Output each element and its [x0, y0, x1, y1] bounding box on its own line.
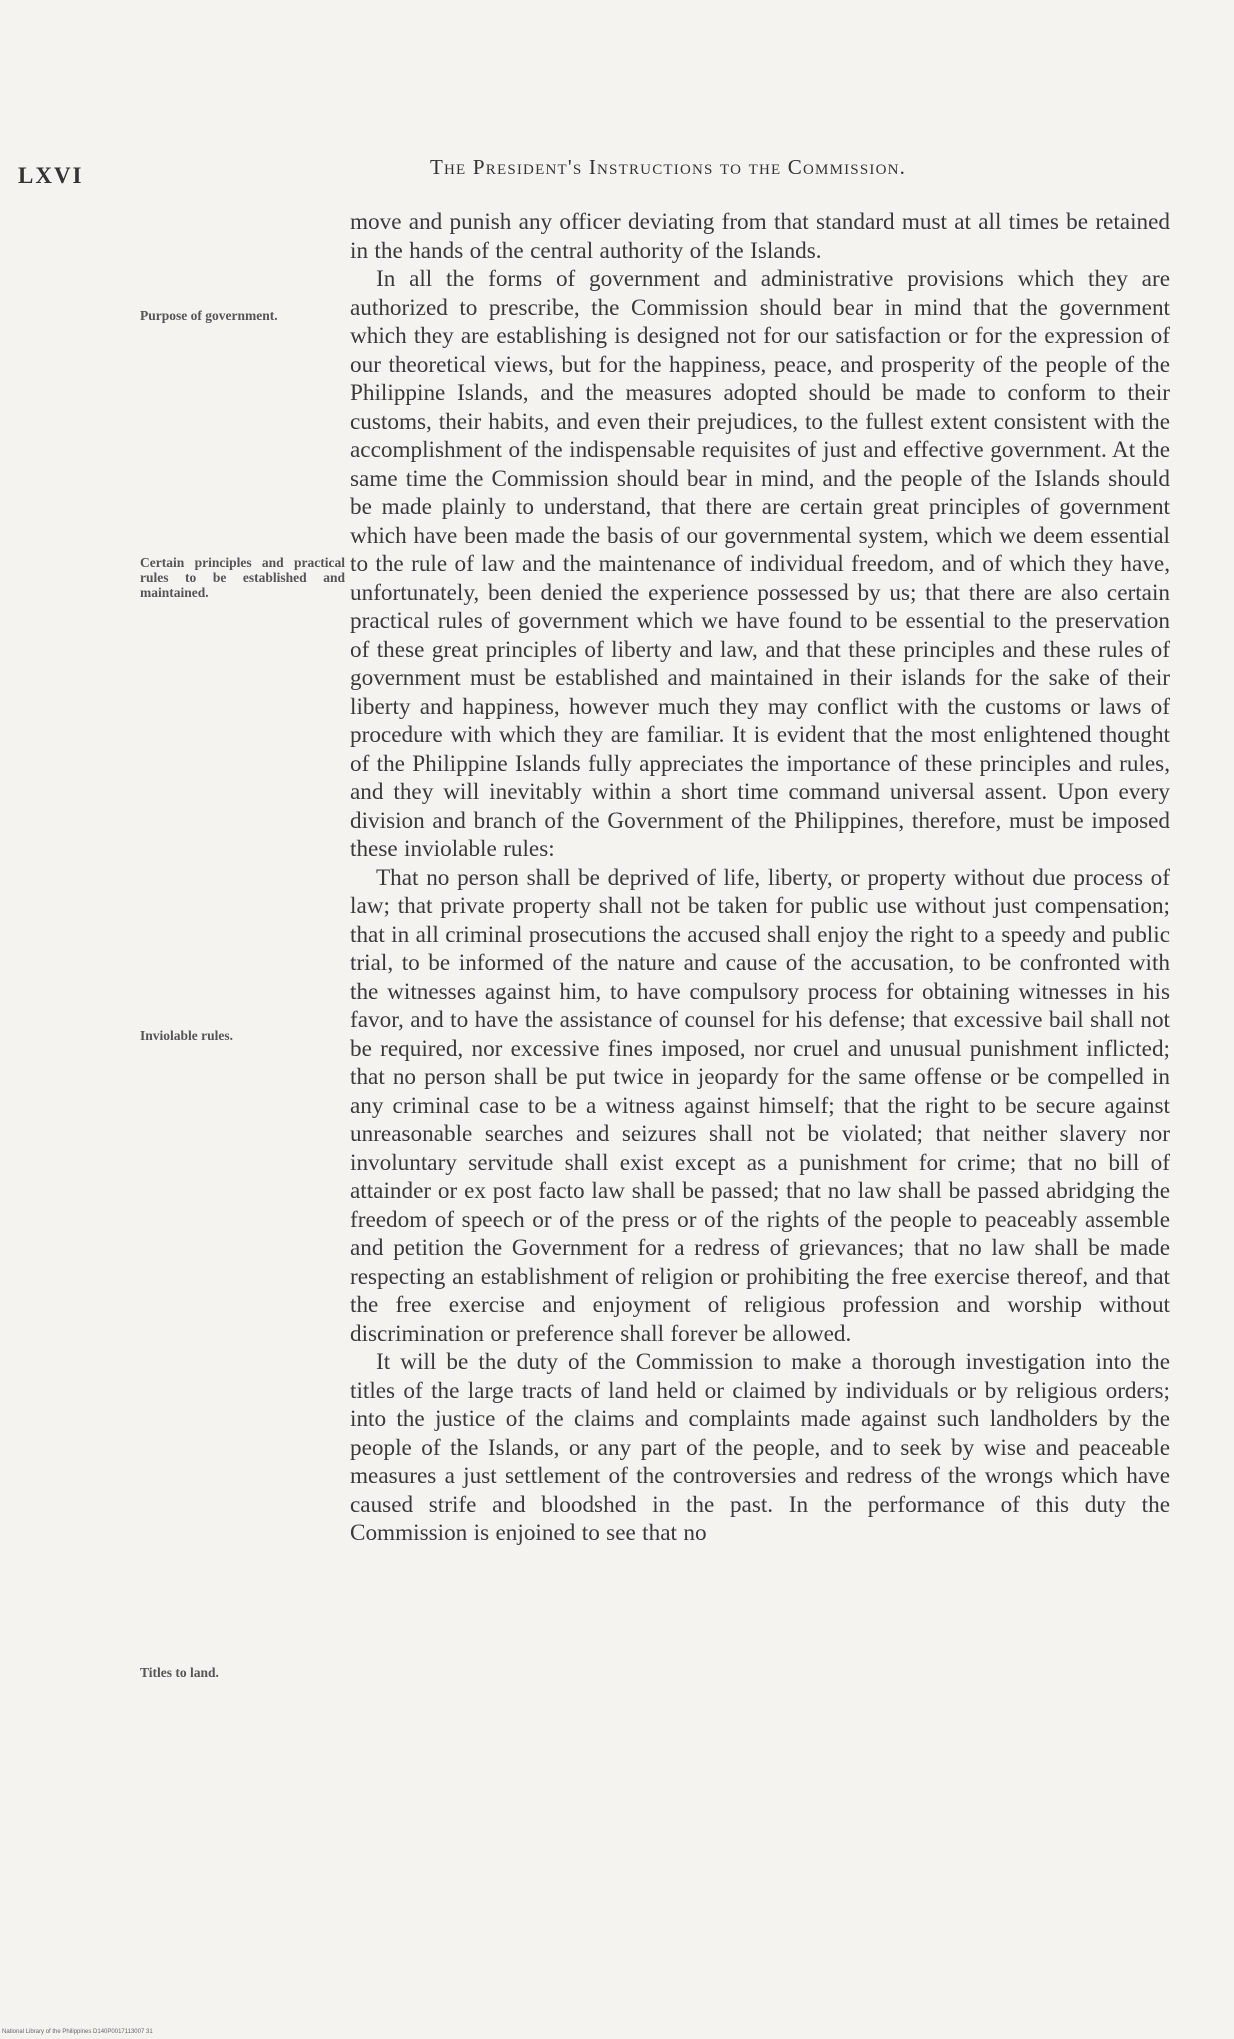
paragraph-continuation: move and punish any officer deviating from that standard must at all times be retained in the hands of the central authority of the Islands. — [350, 209, 1170, 264]
scan-footer: National Library of the Philippines D140P0017113007 31 — [2, 2029, 153, 2035]
page-number: LXVI — [18, 163, 84, 188]
side-note-inviolable-rules: Inviolable rules. — [140, 1028, 234, 1043]
running-head: The President's Instructions to the Commission. — [430, 155, 907, 179]
side-note-titles-to-land: Titles to land. — [140, 1665, 219, 1680]
paragraph-purpose: In all the forms of government and administrative provisions which they are authorized to prescribe, the Commission should bear in mind that the government which they are establishing is designed not for our satisfaction or for the expression of our theoretical views, but for the happiness, peace, and prosperity of the people of the Philippine Islands, and the measures adopted should be made to conform to their customs, their habits, and even their prejudices, to the fullest extent consistent with the accomplishment of the indispensable requisites of just and effective government. At the same time the Commission should bear in mind, and the people of the Islands should be made plainly to understand, that there are certain great principles of government which have been made the basis of our governmental system, which we deem essential to the rule of law and the maintenance of individual freedom, and of which they have, unfortunately, been denied the experience possessed by us; that there are also certain practical rules of government which we have found to be essential to the preservation of these great principles of liberty and law, and that these principles and these rules of government must be established and maintained in their islands for the sake of their liberty and happiness, however much they may conflict with the customs or laws of procedure with which they are familiar. It is evident that the most enlightened thought of the Philippine Islands fully appreciates the importance of these principles and rules, and they will inevitably within a short time command universal assent. Upon every division and branch of the Government of the Philippines, therefore, must be imposed these inviolable rules: — [350, 266, 1170, 862]
paragraph-land-titles: It will be the duty of the Commission to make a thorough investigation into the titles of the large tracts of land held or claimed by individuals or by religious orders; into the justice of the claims and complaints made against such landholders by the people of the Islands, or any part of the people, and to seek by wise and peaceable measures a just settlement of the controversies and redress of the wrongs which have caused strife and bloodshed in the past. In the performance of this duty the Commission is enjoined to see that no — [350, 1349, 1170, 1546]
paragraph-rules: That no person shall be deprived of life, liberty, or property without due process of law; that private property shall not be taken for public use without just compensation; that in all criminal prosecutions the accused shall enjoy the right to a speedy and public trial, to be informed of the nature and cause of the accusation, to be confronted with the witnesses against him, to have compulsory process for obtaining witnesses in his favor, and to have the assistance of counsel for his defense; that excessive bail shall not be required, nor excessive fines imposed, nor cruel and unusual punishment inflicted; that no person shall be put twice in jeopardy for the same offense or be compelled in any criminal case to be a witness against himself; that the right to be secure against unreasonable searches and seizures shall not be violated; that neither slavery nor involuntary servitude shall exist except as a punishment for crime; that no bill of attainder or ex post facto law shall be passed; that no law shall be passed abridging the freedom of speech or of the press or of the rights of the people to peaceably assemble and petition the Government for a redress of grievances; that no law shall be made respecting an establishment of religion or prohibiting the free exercise thereof, and that the free exercise and enjoyment of religious profession and worship without discrimination or preference shall forever be allowed. — [350, 864, 1170, 1347]
side-note-principles: Certain principles and practical rules to be established and maintained. — [140, 555, 345, 600]
body-text — [350, 208, 1170, 1548]
side-note-purpose: Purpose of government. — [140, 308, 278, 323]
